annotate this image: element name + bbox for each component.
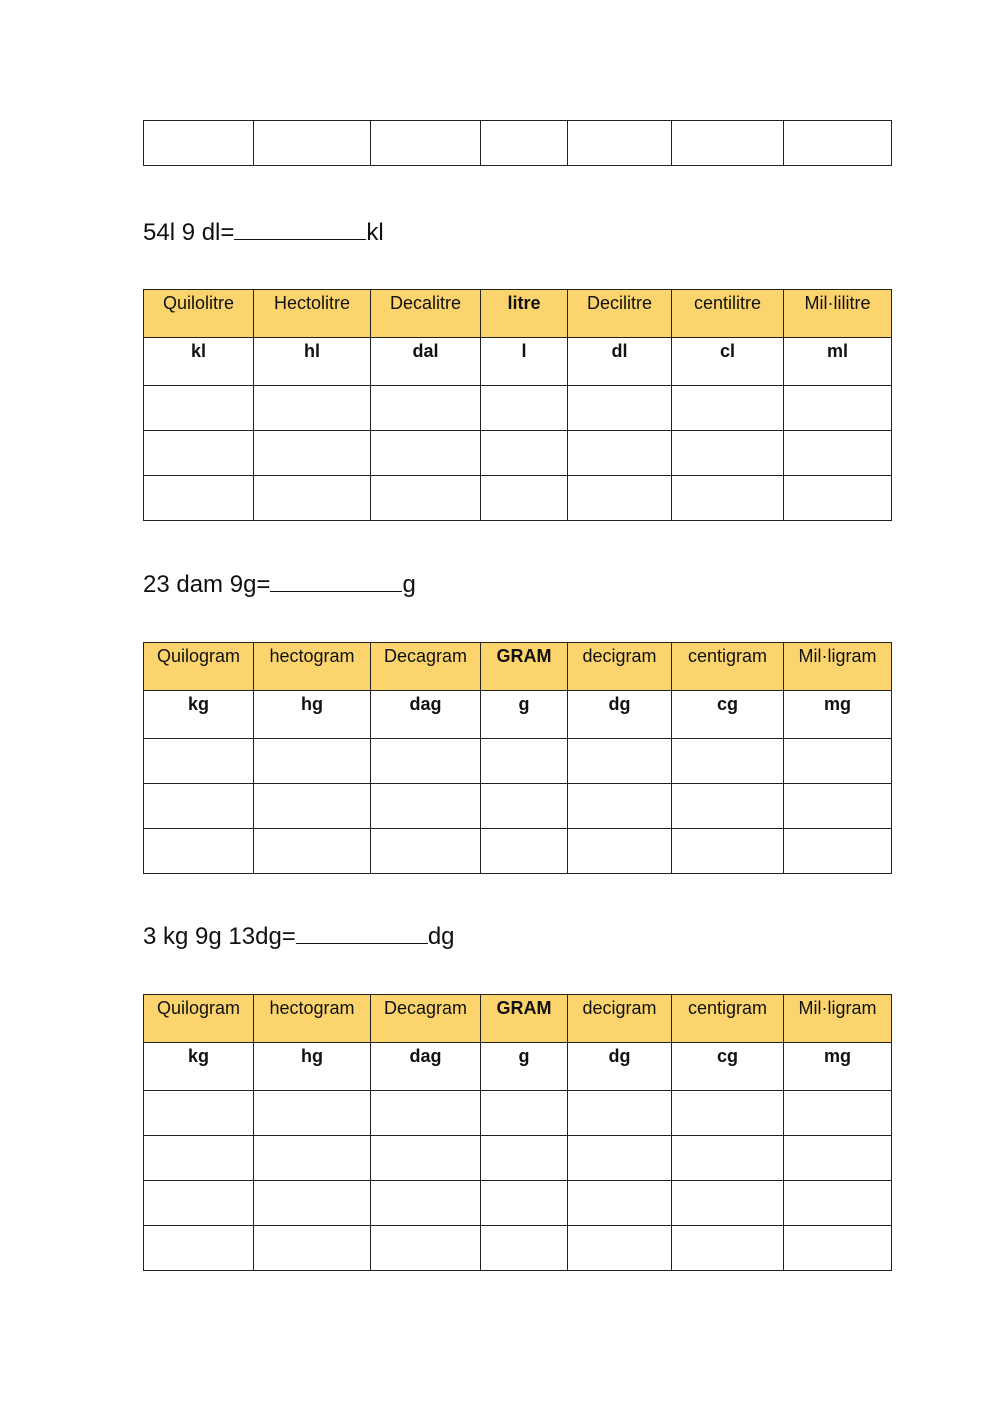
blank-cell[interactable] <box>672 784 784 829</box>
blank-row <box>144 431 892 476</box>
abbr-cell: dg <box>568 691 672 739</box>
abbr-cell: hg <box>254 691 371 739</box>
blank-cell[interactable] <box>784 386 892 431</box>
answer-blank[interactable] <box>296 923 428 944</box>
blank-row <box>144 386 892 431</box>
blank-row <box>144 1226 892 1271</box>
blank-cell[interactable] <box>254 476 371 521</box>
blank-cell[interactable] <box>672 1091 784 1136</box>
blank-cell[interactable] <box>672 829 784 874</box>
abbr-cell: dag <box>371 1043 481 1091</box>
exercise-3 <box>143 923 455 951</box>
blank-cell[interactable] <box>371 1181 481 1226</box>
blank-cell[interactable] <box>481 1181 568 1226</box>
blank-cell[interactable] <box>784 1136 892 1181</box>
blank-cell[interactable] <box>254 1226 371 1271</box>
blank-cell[interactable] <box>254 121 371 166</box>
blank-row <box>144 1181 892 1226</box>
header-cell: centigram <box>672 643 784 691</box>
blank-cell[interactable] <box>481 121 568 166</box>
exercise-prefix: 23 dam 9g= <box>143 571 271 598</box>
header-cell: decigram <box>568 995 672 1043</box>
blank-cell[interactable] <box>568 476 672 521</box>
header-cell: hectogram <box>254 643 371 691</box>
abbr-cell: hg <box>254 1043 371 1091</box>
blank-cell[interactable] <box>371 386 481 431</box>
blank-cell[interactable] <box>568 1136 672 1181</box>
blank-cell[interactable] <box>144 1226 254 1271</box>
blank-row <box>144 1136 892 1181</box>
blank-cell[interactable] <box>568 784 672 829</box>
header-cell: GRAM <box>481 643 568 691</box>
header-cell: Mil·ligram <box>784 643 892 691</box>
exercise-suffix: kl <box>366 219 384 246</box>
blank-cell[interactable] <box>254 1136 371 1181</box>
blank-cell[interactable] <box>371 829 481 874</box>
blank-cell[interactable] <box>672 121 784 166</box>
blank-cell[interactable] <box>144 121 254 166</box>
blank-cell[interactable] <box>371 476 481 521</box>
blank-cell[interactable] <box>144 829 254 874</box>
header-cell: centilitre <box>672 290 784 338</box>
blank-cell[interactable] <box>568 386 672 431</box>
blank-cell[interactable] <box>481 829 568 874</box>
blank-cell[interactable] <box>481 1091 568 1136</box>
blank-row <box>144 829 892 874</box>
abbr-cell: g <box>481 691 568 739</box>
blank-cell[interactable] <box>144 784 254 829</box>
exercise-1 <box>143 219 384 247</box>
blank-cell[interactable] <box>254 1091 371 1136</box>
exercise-prefix: 54l 9 dl= <box>143 219 235 246</box>
abbr-cell: ml <box>784 338 892 386</box>
header-cell: Decalitre <box>371 290 481 338</box>
blank-cell[interactable] <box>784 476 892 521</box>
abbr-row <box>144 691 892 739</box>
blank-row <box>144 739 892 784</box>
header-row <box>144 995 892 1043</box>
abbr-cell: cl <box>672 338 784 386</box>
header-cell: Decilitre <box>568 290 672 338</box>
blank-cell[interactable] <box>481 386 568 431</box>
blank-cell[interactable] <box>144 431 254 476</box>
header-cell: GRAM <box>481 995 568 1043</box>
exercise-2 <box>143 571 416 599</box>
blank-cell[interactable] <box>784 1181 892 1226</box>
blank-cell[interactable] <box>144 1091 254 1136</box>
blank-cell[interactable] <box>371 1136 481 1181</box>
abbr-cell: l <box>481 338 568 386</box>
blank-cell[interactable] <box>371 121 481 166</box>
abbr-cell: kl <box>144 338 254 386</box>
blank-cell[interactable] <box>254 739 371 784</box>
header-cell: Hectolitre <box>254 290 371 338</box>
blank-cell[interactable] <box>672 739 784 784</box>
abbr-cell: cg <box>672 1043 784 1091</box>
blank-cell[interactable] <box>568 431 672 476</box>
blank-cell[interactable] <box>371 784 481 829</box>
blank-cell[interactable] <box>371 1226 481 1271</box>
header-cell: Quilogram <box>144 643 254 691</box>
blank-cell[interactable] <box>254 829 371 874</box>
blank-cell[interactable] <box>371 431 481 476</box>
blank-cell[interactable] <box>672 1181 784 1226</box>
abbr-cell: kg <box>144 1043 254 1091</box>
blank-cell[interactable] <box>672 1136 784 1181</box>
abbr-row <box>144 1043 892 1091</box>
blank-row <box>144 784 892 829</box>
blank-cell[interactable] <box>568 121 672 166</box>
abbr-cell: mg <box>784 691 892 739</box>
blank-cell[interactable] <box>254 784 371 829</box>
header-cell: Mil·ligram <box>784 995 892 1043</box>
exercise-prefix: 3 kg 9g 13dg= <box>143 923 296 950</box>
blank-cell[interactable] <box>481 476 568 521</box>
blank-cell[interactable] <box>254 386 371 431</box>
blank-cell[interactable] <box>784 739 892 784</box>
abbr-cell: dag <box>371 691 481 739</box>
abbr-cell: cg <box>672 691 784 739</box>
blank-cell[interactable] <box>481 739 568 784</box>
header-cell: Mil·lilitre <box>784 290 892 338</box>
exercise-suffix: g <box>402 571 416 598</box>
header-cell: centigram <box>672 995 784 1043</box>
blank-cell[interactable] <box>568 1226 672 1271</box>
abbr-cell: hl <box>254 338 371 386</box>
blank-row <box>144 121 892 166</box>
blank-cell[interactable] <box>481 784 568 829</box>
abbr-cell: dal <box>371 338 481 386</box>
blank-cell[interactable] <box>144 476 254 521</box>
blank-cell[interactable] <box>672 431 784 476</box>
blank-cell[interactable] <box>672 1226 784 1271</box>
blank-cell[interactable] <box>784 829 892 874</box>
blank-cell[interactable] <box>481 1226 568 1271</box>
mass-table-1 <box>143 642 892 874</box>
blank-cell[interactable] <box>784 1091 892 1136</box>
blank-cell[interactable] <box>568 829 672 874</box>
blank-cell[interactable] <box>784 784 892 829</box>
abbr-cell: g <box>481 1043 568 1091</box>
blank-cell[interactable] <box>371 1091 481 1136</box>
blank-cell[interactable] <box>784 1226 892 1271</box>
header-cell: hectogram <box>254 995 371 1043</box>
answer-blank[interactable] <box>234 219 366 240</box>
header-cell: Decagram <box>371 995 481 1043</box>
blank-cell[interactable] <box>481 431 568 476</box>
blank-cell[interactable] <box>481 1136 568 1181</box>
header-cell: decigram <box>568 643 672 691</box>
blank-cell[interactable] <box>144 1136 254 1181</box>
blank-cell[interactable] <box>568 1091 672 1136</box>
exercise-suffix: dg <box>427 923 455 950</box>
blank-cell[interactable] <box>254 1181 371 1226</box>
volume-table <box>143 289 892 521</box>
header-cell: litre <box>481 290 568 338</box>
blank-cell[interactable] <box>568 739 672 784</box>
blank-row <box>144 476 892 521</box>
blank-cell[interactable] <box>371 739 481 784</box>
abbr-cell: dg <box>568 1043 672 1091</box>
blank-cell[interactable] <box>144 386 254 431</box>
abbr-row <box>144 338 892 386</box>
blank-cell[interactable] <box>144 739 254 784</box>
abbr-cell: mg <box>784 1043 892 1091</box>
answer-blank[interactable] <box>270 571 402 592</box>
blank-cell[interactable] <box>254 431 371 476</box>
mass-table-2 <box>143 994 892 1271</box>
abbr-cell: dl <box>568 338 672 386</box>
header-cell: Decagram <box>371 643 481 691</box>
blank-cell[interactable] <box>784 121 892 166</box>
blank-cell[interactable] <box>568 1181 672 1226</box>
header-row <box>144 643 892 691</box>
blank-cell[interactable] <box>672 476 784 521</box>
blank-cell[interactable] <box>144 1181 254 1226</box>
blank-cell[interactable] <box>672 386 784 431</box>
header-row <box>144 290 892 338</box>
header-cell: Quilolitre <box>144 290 254 338</box>
blank-cell[interactable] <box>784 431 892 476</box>
abbr-cell: kg <box>144 691 254 739</box>
header-cell: Quilogram <box>144 995 254 1043</box>
top-blank-table <box>143 120 892 166</box>
blank-row <box>144 1091 892 1136</box>
